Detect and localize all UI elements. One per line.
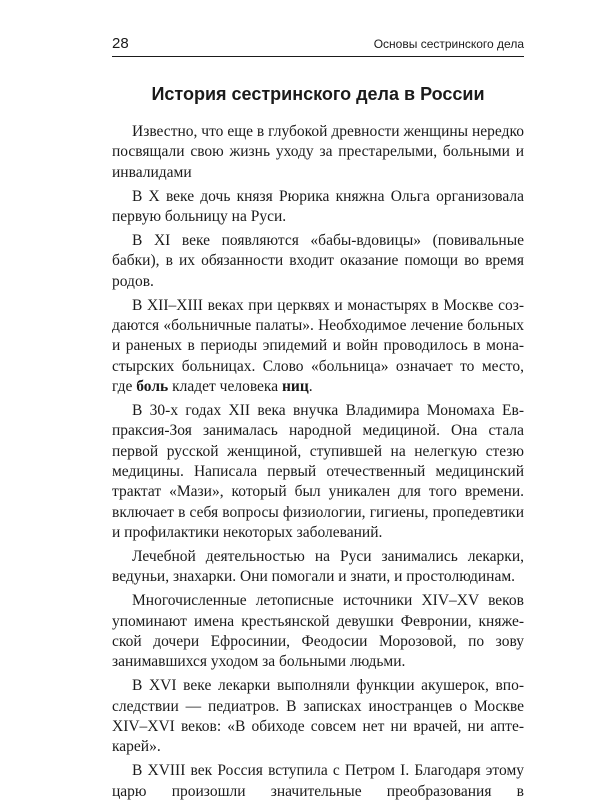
text-line: ской дочери Ефросинии, Феодосии Морозовой, по зову [112, 632, 524, 650]
text-line: бабки), в их обязанности входит оказание помощи во время [112, 252, 524, 270]
text-line-mixed [112, 377, 524, 397]
text-line: В XI веке появляются «бабы-вдовицы» (повивальные [132, 232, 524, 250]
text-line: первой русской женщиной, ступившей на нелегкую стезю [112, 442, 524, 460]
emphasis-nits: ниц [281, 377, 309, 395]
text-line: и профилактики некоторых заболеваний. [112, 523, 383, 541]
text-line: инвалидами [112, 163, 192, 181]
page-header [112, 32, 524, 57]
text-line: включает в себя вопросы физиологии, гигиены, пропедевтики [112, 503, 524, 521]
paragraph-3 [112, 231, 524, 292]
text-line: первую больницу на Руси. [112, 207, 287, 225]
text-line: В 30-х годах XII века внучка Владимира Мономаха Ев- [132, 402, 524, 420]
text-line: царю произошли значительные преобразования в [112, 782, 524, 800]
running-head: Основы сестринского дела [373, 37, 524, 51]
paragraph-1 [112, 122, 524, 183]
text-line: медицины. Написала первый отечественный медицинский [112, 462, 524, 480]
text-line: стырских больницах. Слово «больница» означает то место, [112, 357, 524, 375]
paragraph-4 [112, 296, 524, 397]
text-line: Лечебной деятельностью на Руси занимались лекарки, [132, 547, 524, 565]
text-fragment: кладет человека [168, 377, 282, 395]
text-fragment: . [308, 377, 313, 395]
page-number: 28 [112, 35, 129, 52]
paragraph-5 [112, 401, 524, 543]
text-fragment: где [112, 377, 137, 395]
paragraph-6 [112, 547, 524, 588]
text-line: В X веке дочь князя Рюрика княжна Ольга организовала [132, 187, 524, 205]
text-line: занимавшихся уходом за больными людьми. [112, 653, 406, 671]
text-line: Многочисленные летописные источники XIV–XV веков [132, 592, 524, 610]
paragraph-2 [112, 187, 524, 228]
paragraph-9 [112, 761, 524, 802]
text-line: и раненых в периоды эпидемий и войн проводилось в мона- [112, 337, 524, 355]
text-line: упоминают имена крестьянской девушки Февронии, княже- [112, 612, 524, 630]
text-line: следствии — педиатров. В записках иностранцев о Москве [112, 697, 524, 715]
text-line: ведуньи, знахарки. Они помогали и знати, и простолюдинам. [112, 568, 516, 586]
text-line: посвящали свою жизнь уходу за престарелыми, больными и [112, 143, 524, 161]
text-line: В XII–XIII веках при церквях и монастырях в Москве соз- [132, 296, 524, 314]
section-title: История сестринского дела в России [151, 84, 485, 104]
text-line: даются «больничные палаты». Необходимое лечение больных [112, 317, 524, 335]
text-line: карей». [112, 738, 161, 756]
emphasis-bol: боль [136, 377, 169, 395]
text-line: родов. [112, 272, 154, 290]
paragraph-8 [112, 676, 524, 757]
text-line: Известно, что еще в глубокой древности женщины нередко [132, 123, 524, 140]
text-line: трактат «Мази», который был уникален для того времени. [112, 483, 524, 501]
text-line: В XVI веке лекарки выполняли функции акушерок, впо- [132, 677, 524, 695]
text-line: праксия-Зоя занималась народной медициной. Она стала [112, 422, 524, 440]
body-text [112, 122, 524, 806]
text-line: XIV–XVI веков: «В обиходе совсем нет ни врачей, ни апте- [112, 717, 524, 735]
paragraph-7 [112, 591, 524, 672]
text-line: В XVIII век Россия вступила с Петром I. Благодаря этому [132, 762, 524, 780]
